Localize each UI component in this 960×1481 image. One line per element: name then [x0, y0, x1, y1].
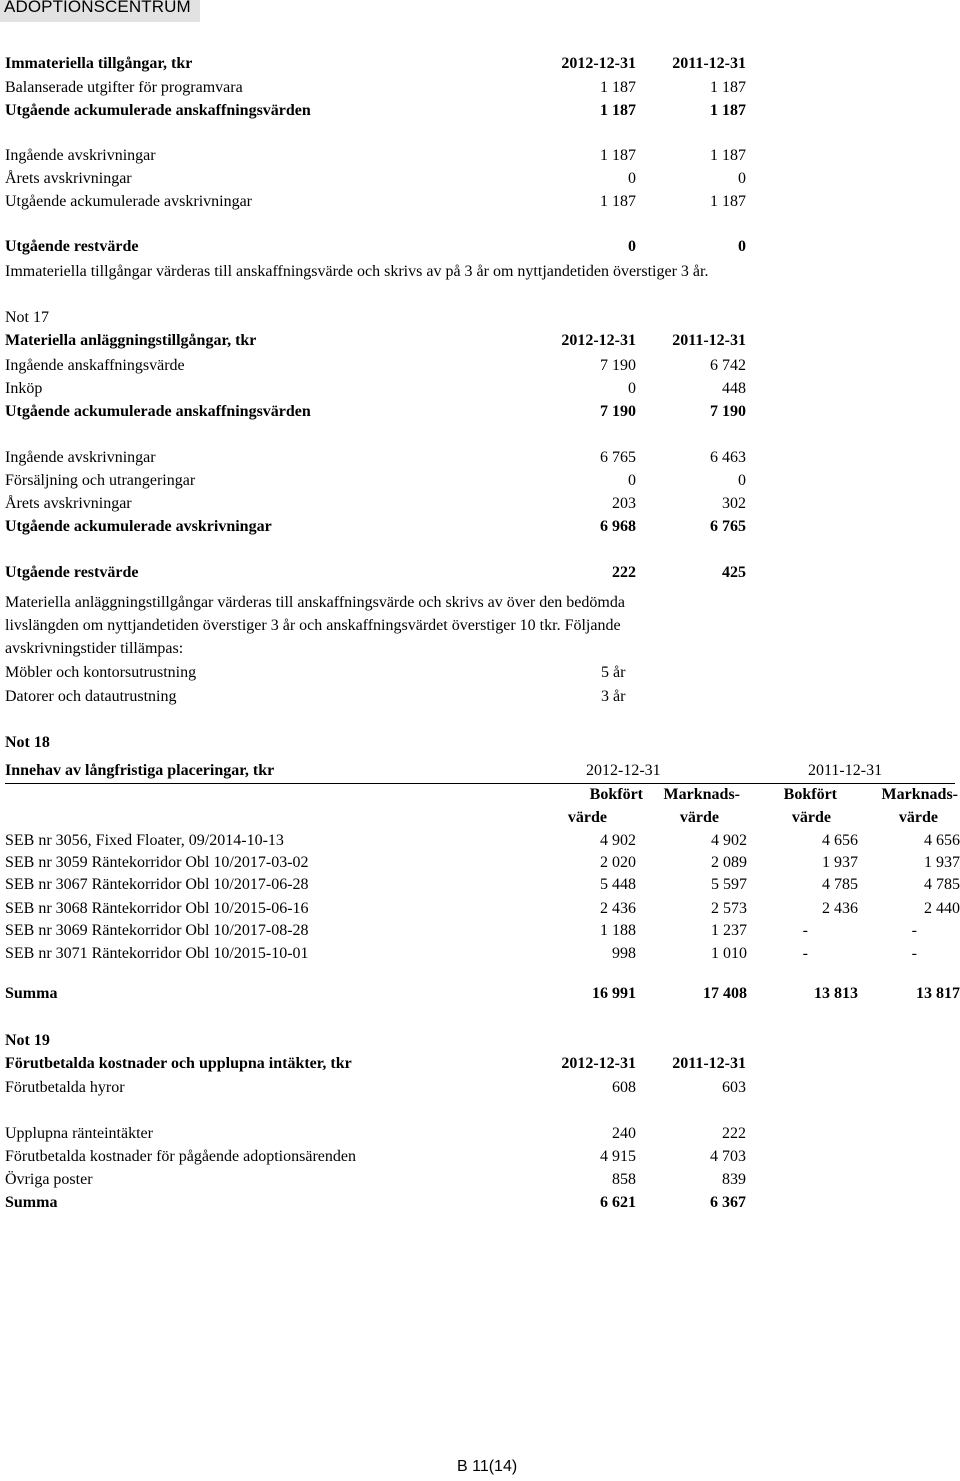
page-number: B 11(14)	[457, 1458, 518, 1475]
not17-header-row	[5, 330, 955, 352]
row-label: Utgående ackumulerade anskaffningsvärden	[5, 403, 311, 420]
row-value-2012: 240	[612, 1125, 636, 1142]
row-value: 4 902	[711, 832, 747, 849]
not17-col2: 2011-12-31	[672, 332, 746, 349]
subheader-varde: värde	[898, 809, 938, 826]
table-row	[5, 355, 955, 377]
row-value: 1 188	[600, 922, 636, 939]
row-value-2011: 1 187	[710, 147, 746, 164]
row-label: Balanserade utgifter för programvara	[5, 79, 243, 96]
row-value: 5 448	[600, 876, 636, 893]
not17-text-line: avskrivningstider tillämpas:	[5, 640, 184, 657]
depreciation-life-row	[5, 662, 955, 684]
table-row	[5, 191, 955, 213]
not18-total-row	[5, 983, 960, 1005]
table-row	[5, 378, 955, 400]
not19-header-row	[5, 1053, 955, 1075]
total-value: 13 817	[916, 985, 960, 1002]
row-value-2011: 4 703	[710, 1148, 746, 1165]
depreciation-life-row	[5, 686, 955, 708]
not19-heading: Not 19	[5, 1032, 50, 1049]
row-value-2011: 0	[738, 170, 746, 187]
table-row	[5, 1123, 955, 1145]
subheader-bokfort-2012: Bokfört	[589, 786, 643, 803]
not18-heading: Not 18	[5, 734, 50, 751]
row-value-2011: 0	[738, 472, 746, 489]
row-value: -	[911, 922, 917, 939]
life-label: Möbler och kontorsutrustning	[5, 664, 197, 681]
row-value-2012: 0	[628, 238, 636, 255]
row-label: Ingående anskaffningsvärde	[5, 357, 185, 374]
row-value-2012: 1 187	[600, 193, 636, 210]
table-row	[5, 77, 955, 99]
table-row	[5, 852, 960, 874]
row-value-2012: 1 187	[600, 147, 636, 164]
row-label: SEB nr 3071 Räntekorridor Obl 10/2015-10-01	[5, 945, 309, 962]
row-value: -	[911, 945, 917, 962]
row-label: Utgående ackumulerade avskrivningar	[5, 193, 253, 210]
row-label: SEB nr 3069 Räntekorridor Obl 10/2017-08-28	[5, 922, 309, 939]
row-value-2011: 6 463	[710, 449, 746, 466]
table-row	[5, 447, 955, 469]
immateriella-note: Immateriella tillgångar värderas till anskaffningsvärde och skrivs av på 3 år om nyttjandetiden överstiger 3 år.	[5, 263, 709, 280]
row-value-2011: 839	[722, 1171, 746, 1188]
table-row	[5, 100, 955, 122]
row-value-2011: 302	[722, 495, 746, 512]
table-row	[5, 1077, 955, 1099]
row-label: Övriga poster	[5, 1171, 93, 1188]
row-value-2012: 0	[628, 472, 636, 489]
row-value-2011: 448	[722, 380, 746, 397]
life-value: 3 år	[601, 688, 626, 705]
row-label: Årets avskrivningar	[5, 170, 132, 187]
table-row	[5, 1146, 955, 1168]
row-value-2011: 6 742	[710, 357, 746, 374]
document-header-title: ADOPTIONSCENTRUM	[4, 0, 191, 16]
not17-text-line: Materiella anläggningstillgångar värderas till anskaffningsvärde och skrivs av över den bedömda	[5, 594, 625, 611]
row-value: 4 785	[822, 876, 858, 893]
table-row	[5, 516, 955, 538]
table-row	[5, 562, 955, 584]
not17-title: Materiella anläggningstillgångar, tkr	[5, 332, 257, 349]
row-value-2012: 222	[612, 564, 636, 581]
row-value: 1 937	[924, 854, 960, 871]
not18-period-2011: 2011-12-31	[808, 762, 883, 779]
immateriella-header-row	[5, 53, 955, 75]
life-label: Datorer och datautrustning	[5, 688, 177, 705]
row-value-2012: 6 968	[600, 518, 636, 535]
table-row	[5, 874, 960, 896]
not17-text-line: livslängden om nyttjandetiden överstiger 3 år och anskaffningsvärdet överstiger 10 tkr. Följande	[5, 617, 621, 634]
table-row	[5, 470, 955, 492]
row-value: 2 436	[822, 900, 858, 917]
row-value-2012: 7 190	[600, 403, 636, 420]
not18-period-2012: 2012-12-31	[586, 762, 661, 779]
not18-subheader-row	[5, 807, 960, 829]
immateriella-col2: 2011-12-31	[672, 55, 746, 72]
table-row	[5, 168, 955, 190]
not17-heading: Not 17	[5, 309, 49, 326]
row-label: Förutbetalda hyror	[5, 1079, 125, 1096]
total-label: Summa	[5, 985, 58, 1002]
row-label: Utgående restvärde	[5, 238, 139, 255]
row-value: 998	[612, 945, 636, 962]
row-value-2011: 7 190	[710, 403, 746, 420]
subheader-varde: värde	[567, 809, 607, 826]
row-value-2011: 6 765	[710, 518, 746, 535]
row-value-2012: 203	[612, 495, 636, 512]
table-row	[5, 236, 955, 258]
life-value: 5 år	[601, 664, 626, 681]
row-value: 2 440	[924, 900, 960, 917]
row-label: Förutbetalda kostnader för pågående adoptionsärenden	[5, 1148, 356, 1165]
subheader-bokfort-2011: Bokfört	[783, 786, 837, 803]
table-row	[5, 493, 955, 515]
row-value-2012: 0	[628, 170, 636, 187]
row-value: 1 937	[822, 854, 858, 871]
not18-subheader-row	[5, 784, 960, 806]
row-value-2011: 1 187	[710, 193, 746, 210]
row-value: 2 436	[600, 900, 636, 917]
not19-col1: 2012-12-31	[561, 1055, 636, 1072]
row-label: Årets avskrivningar	[5, 495, 132, 512]
row-value-2011: 1 187	[710, 102, 746, 119]
row-label: Utgående ackumulerade anskaffningsvärden	[5, 102, 311, 119]
row-label: Upplupna ränteintäkter	[5, 1125, 153, 1142]
row-label: SEB nr 3067 Räntekorridor Obl 10/2017-06-28	[5, 876, 309, 893]
row-value-2012: 608	[612, 1079, 636, 1096]
row-label: Försäljning och utrangeringar	[5, 472, 196, 489]
not19-title: Förutbetalda kostnader och upplupna intäkter, tkr	[5, 1055, 352, 1072]
row-value-2011: 0	[738, 238, 746, 255]
row-value: 2 089	[711, 854, 747, 871]
row-value: 2 020	[600, 854, 636, 871]
row-value-2012: 7 190	[600, 357, 636, 374]
total-value: 13 813	[814, 985, 858, 1002]
row-value-2011: 222	[722, 1125, 746, 1142]
row-value-2012: 1 187	[600, 79, 636, 96]
total-value: 16 991	[592, 985, 636, 1002]
row-label: Ingående avskrivningar	[5, 449, 156, 466]
row-label: Utgående ackumulerade avskrivningar	[5, 518, 272, 535]
row-label: Ingående avskrivningar	[5, 147, 156, 164]
row-value: 5 597	[711, 876, 747, 893]
not19-col2: 2011-12-31	[672, 1055, 746, 1072]
row-value-2012: 858	[612, 1171, 636, 1188]
row-value: 4 902	[600, 832, 636, 849]
row-value-2012: 0	[628, 380, 636, 397]
row-label: Inköp	[5, 380, 43, 397]
row-label: Summa	[5, 1194, 58, 1211]
row-label: SEB nr 3068 Räntekorridor Obl 10/2015-06-16	[5, 900, 309, 917]
row-value-2012: 6 765	[600, 449, 636, 466]
row-value-2011: 1 187	[710, 79, 746, 96]
row-value: 4 785	[924, 876, 960, 893]
row-value: 4 656	[822, 832, 858, 849]
row-value: -	[802, 922, 808, 939]
row-label: Utgående restvärde	[5, 564, 139, 581]
row-value: 2 573	[711, 900, 747, 917]
table-row	[5, 943, 960, 965]
row-value: -	[802, 945, 808, 962]
table-row	[5, 401, 955, 423]
row-value-2012: 4 915	[600, 1148, 636, 1165]
subheader-marknad-2011: Marknads-	[881, 786, 958, 803]
table-row	[5, 920, 960, 942]
immateriella-col1: 2012-12-31	[561, 55, 636, 72]
table-row	[5, 898, 960, 920]
table-row	[5, 1169, 955, 1191]
table-row	[5, 830, 960, 852]
row-value-2012: 6 621	[600, 1194, 636, 1211]
row-value-2011: 603	[722, 1079, 746, 1096]
total-value: 17 408	[703, 985, 747, 1002]
not17-col1: 2012-12-31	[561, 332, 636, 349]
table-row	[5, 145, 955, 167]
not19-total-row	[5, 1192, 955, 1214]
row-value: 1 237	[711, 922, 747, 939]
row-value-2011: 425	[722, 564, 746, 581]
row-value: 1 010	[711, 945, 747, 962]
not18-title: Innehav av långfristiga placeringar, tkr	[5, 762, 275, 779]
row-value-2012: 1 187	[600, 102, 636, 119]
row-label: SEB nr 3059 Räntekorridor Obl 10/2017-03-02	[5, 854, 309, 871]
row-label: SEB nr 3056, Fixed Floater, 09/2014-10-13	[5, 832, 284, 849]
subheader-varde: värde	[791, 809, 831, 826]
row-value: 4 656	[924, 832, 960, 849]
subheader-marknad-2012: Marknads-	[663, 786, 740, 803]
not18-header-row	[5, 760, 955, 782]
row-value-2011: 6 367	[710, 1194, 746, 1211]
immateriella-title: Immateriella tillgångar, tkr	[5, 55, 193, 72]
subheader-varde: värde	[679, 809, 719, 826]
